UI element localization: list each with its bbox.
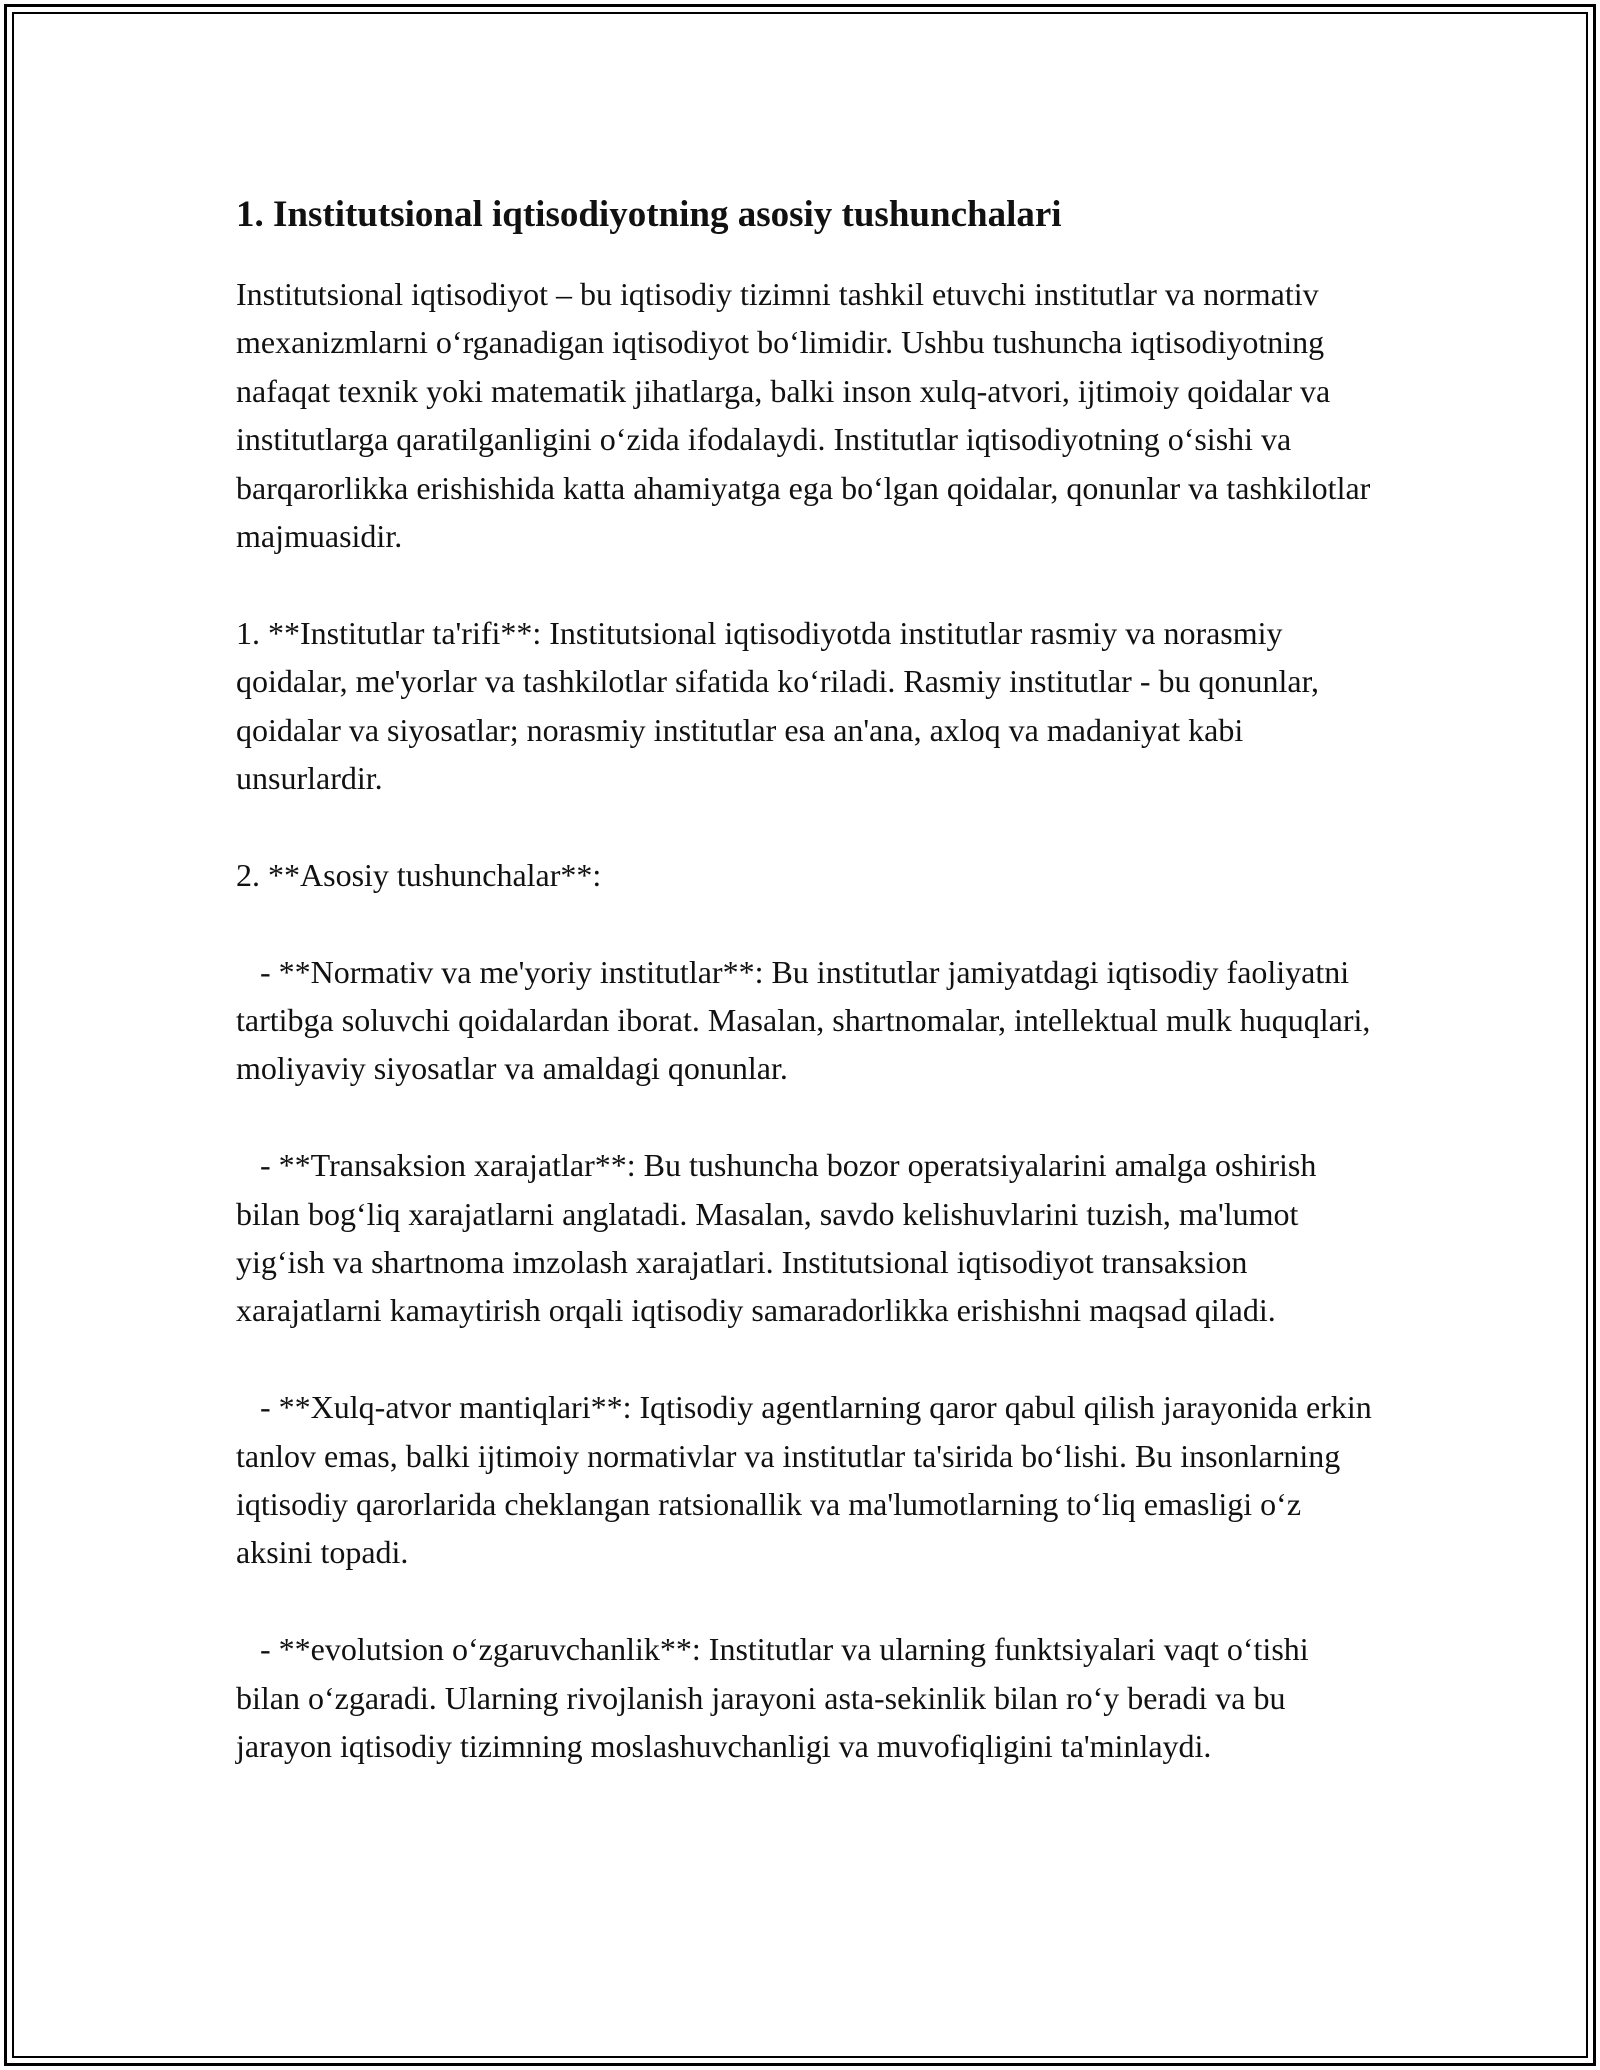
sub-item-normative-institutions: - **Normativ va me'yoriy institutlar**: Bu institutlar jamiyatdagi iqtisodiy faoliyatni tartibga soluvchi qoidalardan iborat. Masalan, shartnomalar, intellektual mulk huquqlari, moliyaviy siyosatlar va amaldagi qonunlar. (236, 953, 1379, 1087)
paragraph-gap (236, 1093, 1376, 1141)
paragraph-gap (236, 1577, 1376, 1625)
sub-item-behavioral-logic: - **Xulq-atvor mantiqlari**: Iqtisodiy agentlarning qaror qabul qilish jarayonida erkin tanlov emas, balki ijtimoiy normativlar va institutlar ta'sirida bo‘lishi. Bu insonlarning iqtisodiy qarorlarida cheklangan ratsionallik va ma'lumotlarning to‘liq emasligi o‘z aksini topadi. (236, 1389, 1380, 1571)
paragraph-gap (236, 802, 1376, 850)
sub-item-evolutionary-change: - **evolutsion o‘zgaruvchanlik**: Institutlar va ularning funktsiyalari vaqt o‘tishi bilan o‘zgaradi. Ularning rivojlanish jarayoni asta-sekinlik bilan ro‘y beradi va bu jarayon iqtisodiy tizimning moslashuvchanligi va muvofiqligini ta'minlaydi. (236, 1631, 1317, 1765)
sub-item-transaction-costs: - **Transaksion xarajatlar**: Bu tushuncha bozor operatsiyalarini amalga oshirish bilan bog‘liq xarajatlarni anglatadi. Masalan, savdo kelishuvlarini tuzish, ma'lumot yig‘ish va shartnoma imzolash xarajatlari. Institutsional iqtisodiyot transaksion xarajatlarni kamaytirish orqali iqtisodiy samaradorlikka erishishni maqsad qiladi. (236, 1147, 1325, 1329)
paragraph-gap (236, 1335, 1376, 1383)
document-page (236, 180, 1380, 1771)
intro-paragraph: Institutsional iqtisodiyot – bu iqtisodiy tizimni tashkil etuvchi institutlar va normativ mexanizmlarni o‘rganadigan iqtisodiyot bo‘limidir. Ushbu tushuncha iqtisodiyotning nafaqat texnik yoki matematik jihatlarga, balki inson xulq-atvori, ijtimoiy qoidalar va institutlarga qaratilganligini o‘zida ifodalaydi. Institutlar iqtisodiyotning o‘sishi va barqarorlikka erishishida katta ahamiyatga ega bo‘lgan qoidalar, qonunlar va tashkilotlar majmuasidir. (236, 276, 1371, 555)
paragraph-gap (236, 560, 1376, 608)
section-title: 1. Institutsional iqtisodiyotning asosiy tushunchalari (236, 194, 1062, 235)
list-item-basic-concepts: 2. **Asosiy tushunchalar**: (236, 856, 602, 893)
paragraph-gap (236, 899, 1376, 947)
list-item-definition: 1. **Institutlar ta'rifi**: Institutsional iqtisodiyotda institutlar rasmiy va norasmiy qoidalar, me'yorlar va tashkilotlar sifatida ko‘riladi. Rasmiy institutlar - bu qonunlar, qoidalar va siyosatlar; norasmiy institutlar esa an'ana, axloq va madaniyat kabi unsurlardir. (236, 614, 1319, 797)
